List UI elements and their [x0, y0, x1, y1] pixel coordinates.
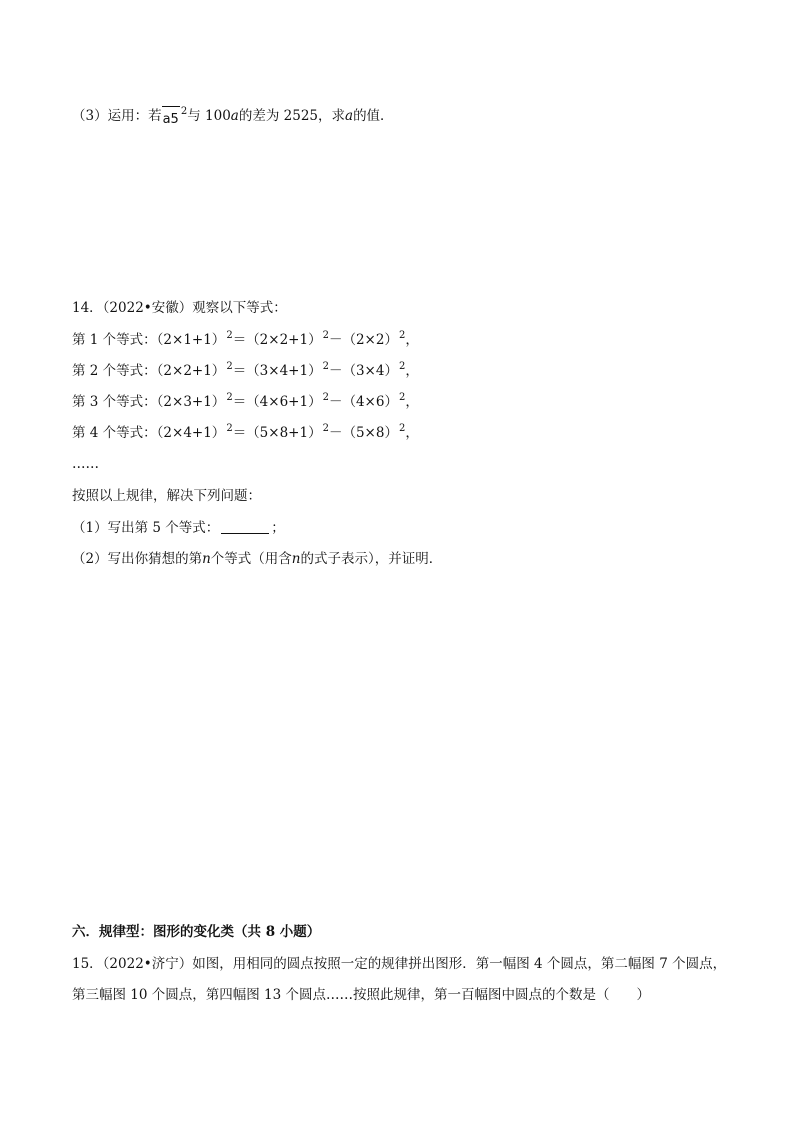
q13-text-suffix: 的值． — [353, 108, 394, 124]
equation-mid: ＝（5×8+1） — [232, 425, 322, 441]
q14-part1 — [72, 518, 285, 538]
instruction: 按照以上规律，解决下列问题： — [72, 488, 261, 504]
q13-part3 — [72, 106, 394, 128]
equation-row — [72, 392, 419, 414]
q13-text-mid2: 的差为 2525，求 — [238, 108, 345, 124]
section-title: 六．规律型：图形的变化类（共 8 小题） — [72, 924, 321, 940]
exponent: 2 — [226, 330, 233, 341]
exponent: 2 — [398, 423, 406, 434]
equation-end: ， — [405, 363, 419, 379]
q14-part1-prefix: （1）写出第 5 个等式： — [72, 520, 220, 536]
equation-end: ， — [405, 332, 419, 348]
equation-lhs: （2×1+1） — [156, 332, 226, 348]
equation-row — [72, 361, 419, 383]
q15-line1: 15．（2022•济宁）如图，用相同的圆点按照一定的规律拼出图形．第一幅图 4 个圆点，第二幅图 7 个圆点， — [72, 956, 727, 972]
exponent: 2 — [322, 392, 329, 403]
equation-lhs: （2×3+1） — [156, 394, 226, 410]
equation-end: ， — [405, 425, 419, 441]
ellipsis: …… — [72, 456, 99, 472]
equation-row — [72, 423, 419, 445]
equation-tail: －（5×8） — [328, 425, 398, 441]
var-a: a — [345, 108, 354, 124]
equation-mid: ＝（3×4+1） — [232, 363, 322, 379]
q13-text-mid1: 与 100 — [187, 108, 231, 124]
answer-blank[interactable] — [221, 519, 269, 534]
q13-part3-prefix: （3）运用：若 — [72, 108, 162, 124]
equation-lhs: （2×4+1） — [156, 425, 226, 441]
q14-part2-mid: 个等式（用含 — [210, 551, 292, 567]
equation-label: 第 3 个等式： — [72, 394, 157, 410]
var-n: n — [202, 551, 211, 567]
q14-header: 14．（2022•安徽）观察以下等式： — [72, 300, 287, 316]
equation-lhs: （2×2+1） — [156, 363, 226, 379]
exponent: 2 — [322, 423, 329, 434]
exponent: 2 — [398, 361, 406, 372]
var-n: n — [291, 551, 301, 567]
q14-part2 — [72, 549, 442, 569]
q15-line2: 第三幅图 10 个圆点，第四幅图 13 个圆点……按照此规律，第一百幅图中圆点的个数是（ ） — [72, 987, 651, 1003]
q14-part2-prefix: （2）写出你猜想的第 — [72, 551, 203, 567]
exponent: 2 — [322, 361, 329, 372]
equation-mid: ＝（4×6+1） — [232, 394, 322, 410]
q14-part2-suffix: 的式子表示），并证明． — [300, 551, 443, 567]
equation-label: 第 4 个等式： — [72, 425, 157, 441]
overline-number — [162, 106, 180, 127]
exponent: 2 — [398, 330, 406, 341]
square-exponent: 2 — [180, 106, 188, 117]
equation-tail: －（3×4） — [328, 363, 398, 379]
var-a: a — [230, 108, 239, 124]
overline-digits: a5 — [162, 112, 179, 127]
exponent: 2 — [226, 361, 233, 372]
equation-end: ， — [405, 394, 419, 410]
equation-tail: －（2×2） — [328, 332, 398, 348]
exponent: 2 — [398, 392, 406, 403]
equation-tail: －（4×6） — [328, 394, 398, 410]
exponent: 2 — [322, 330, 329, 341]
overline-bar — [162, 106, 180, 107]
equation-label: 第 2 个等式： — [72, 363, 157, 379]
exponent: 2 — [226, 423, 233, 434]
exponent: 2 — [226, 392, 233, 403]
equation-mid: ＝（2×2+1） — [232, 332, 322, 348]
equation-row — [72, 330, 419, 352]
equation-label: 第 1 个等式： — [72, 332, 157, 348]
q14-part1-suffix: ； — [271, 520, 285, 536]
